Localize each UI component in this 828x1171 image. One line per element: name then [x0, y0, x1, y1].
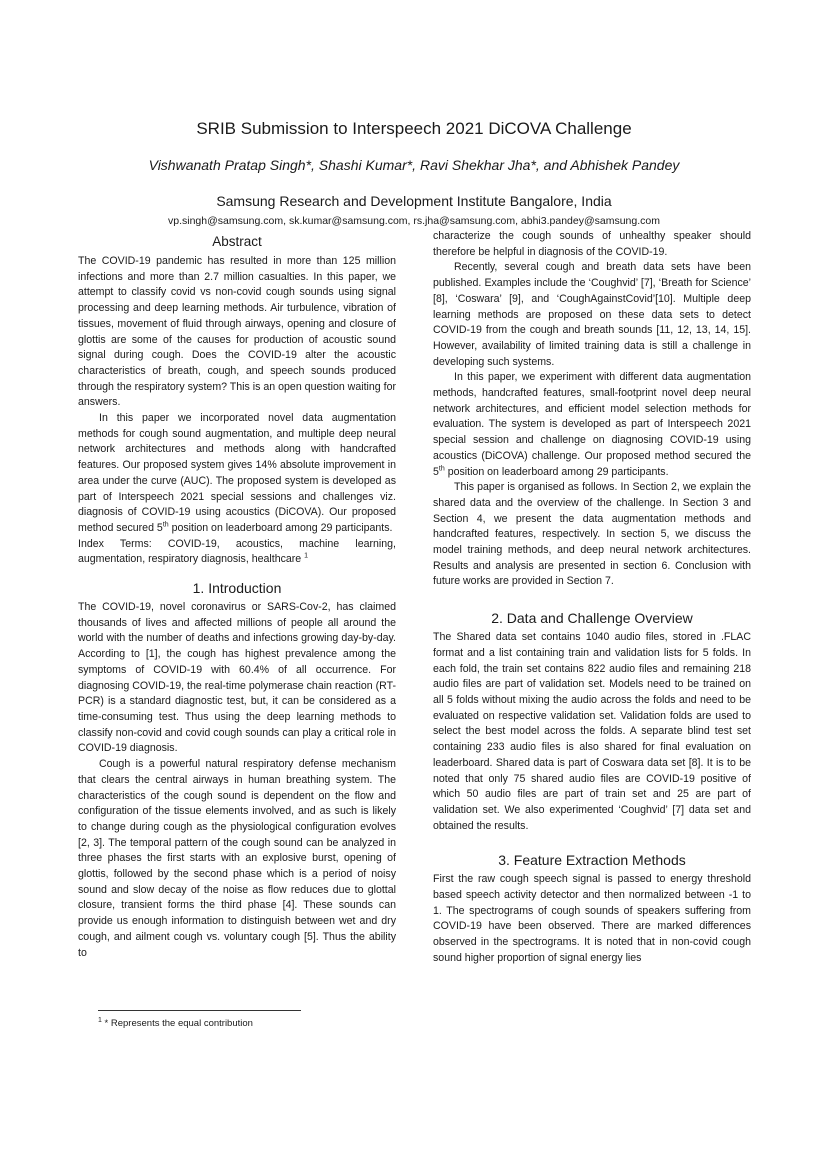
abstract-heading: Abstract: [212, 234, 262, 249]
intro-paragraph-6: This paper is organised as follows. In Section 2, we explain the shared data and the overview of the challenge. In Section 3 and Section 4, we present the data augmentation methods and handcrafted features, respectively. In section 5, we discuss the model training methods, and deep neural network architectures. Results and analysis are presented in section 6. Conclusion with future works are provided in Section 7.: [433, 481, 751, 588]
affiliation: Samsung Research and Development Institute Bangalore, India: [216, 193, 612, 209]
index-terms-text: Index Terms: COVID-19, acoustics, machine learning, augmentation, respiratory diagnosis, healthcare: [78, 537, 396, 566]
footnote-text: * Represents the equal contribution: [101, 1018, 253, 1029]
abstract-p2-text: In this paper we incorporated novel data augmentation methods for cough sound augmentation, and multiple deep neural network architectures and methods along with handcrafted features. Our proposed system gives 14% absolute improvement in area under the curve (AUC). The proposed system is developed as part of Interspeech 2021 special sessions and challenges viz. diagnosis of COVID-19 using acoustics (DiCOVA). Our proposed method secured 5: [78, 412, 396, 534]
intro-p5-tail: position on leaderboard among 29 participants.: [444, 465, 669, 478]
footnote-number: 1: [98, 1016, 102, 1024]
section-2-paragraph: The Shared data set contains 1040 audio files, stored in .FLAC format and a list containing train and validation lists for 5 folds. In each fold, the train set contains 822 audio files and remaining 218 audio files are part of validation set. Models need to be trained on all 5 folds without mixing the audio across the folds and need to be evaluated on respective validation set. Validation folds are used to select the best model across the folds. A separate blind test set containing 233 audio files is also shared for final evaluation on leaderboard. Shared data is part of Coswara data set [8]. It is to be noted that only 75 shared audio files are COVID-19 positive of which 50 audio files are part of train set and 25 are part of validation set. We also experimented ‘Coughvid’ [7] data set and obtained the results.: [433, 631, 751, 832]
intro-paragraph-1: The COVID-19, novel coronavirus or SARS-Cov-2, has claimed thousands of lives and affected millions of people all around the world with the number of deaths and infections growing day-by-day. According to [1], the cough has highest prevalence among the symptoms of COVID-19 with 60.4% of all occurrence. For diagnosing COVID-19, the real-time polymerase chain reaction (RT-PCR) is a standard diagnostic test, but, it can be considered as a time-consuming test. Thus using the deep learning methods to classify non-covid and covid cough sounds can play a critical role in COVID-19 diagnosis.: [78, 601, 396, 755]
ordinal-suffix: th: [162, 521, 169, 529]
intro-paragraph-4: Recently, several cough and breath data sets have been published. Examples include the ‘Coughvid’ [7], ‘Breath for Science’ [8], ‘Coswara’ [9], and ‘CoughAgainstCovid’[10]. Multiple deep learning methods are proposed on these data sets to detect COVID-19 from the cough and breath sounds [11, 12, 13, 14, 15]. However, availability of limited training data is still a challenge in developing such systems.: [433, 261, 751, 368]
intro-paragraph-5: [433, 370, 751, 480]
footnote: [98, 1018, 253, 1029]
author-list: Vishwanath Pratap Singh*, Shashi Kumar*, Ravi Shekhar Jha*, and Abhishek Pandey: [148, 157, 680, 173]
section-2-heading: 2. Data and Challenge Overview: [491, 610, 693, 627]
abstract-p2-tail: position on leaderboard among 29 participants.: [168, 521, 393, 534]
section-3-paragraph: First the raw cough speech signal is passed to energy threshold based speech activity detector and then normalized between -1 to 1. The spectrograms of cough sounds of speakers suffering from COVID-19 have been observed. There are marked differences observed in the spectrograms. It is noted that in non-covid cough sound higher proportion of signal energy lies: [433, 873, 751, 964]
index-terms: [78, 537, 396, 568]
abstract-paragraph-2: [78, 411, 396, 537]
section-3-heading: 3. Feature Extraction Methods: [498, 852, 686, 869]
intro-paragraph-2: Cough is a powerful natural respiratory defense mechanism that clears the central airways in human breathing system. The characteristics of the cough sound is dependent on the flow and configuration of the tissue elements involved, and as such is likely to change during cough as the physiological configuration evolves [2, 3]. The temporal pattern of the cough sound can be analyzed in three phases the first starts with an explosive burst, opening of glottis, followed by the second phase which is a period of noisy sound and slow decay of the noise as flow reduces due to glottal closure, transient forms the third phase [4]. These sounds can provide us enough information to distinguish between wet and dry cough, and ailment cough vs. voluntary cough [5]. Thus the ability to: [78, 758, 396, 959]
paper-title: SRIB Submission to Interspeech 2021 DiCOVA Challenge: [196, 119, 632, 138]
author-emails: vp.singh@samsung.com, sk.kumar@samsung.com, rs.jha@samsung.com, abhi3.pandey@samsung.com: [167, 215, 660, 227]
abstract-paragraph-1: The COVID-19 pandemic has resulted in more than 125 million infections and more than 2.7 million casualties. In this paper, we attempt to classify covid vs non-covid cough sounds using signal processing and deep learning methods. Air turbulence, vibration of tissues, movement of fluid through airways, opening and closure of glottis are some of the causes for production of acoustic sound signal during cough. Does the COVID-19 alter the acoustic characteristics of breath, cough, and speech sounds produced through the respiratory system? This is an open question waiting for answers.: [78, 255, 396, 409]
footnote-mark: 1: [304, 552, 309, 560]
intro-p5-text: In this paper, we experiment with different data augmentation methods, handcrafted features, small-footprint novel deep neural network architectures, and efficient model selection methods for evaluation. The system is developed as part of Interspeech 2021 special session and challenge on diagnosing COVID-19 using acoustics (DiCOVA) challenge. Our proposed method secured the 5: [433, 371, 751, 478]
footnote-divider: [98, 1010, 301, 1011]
intro-paragraph-3: characterize the cough sounds of unhealthy speaker should therefore be helpful in diagnosis of the COVID-19.: [433, 230, 751, 258]
left-column: [78, 232, 396, 961]
right-column: [433, 229, 751, 967]
intro-heading: 1. Introduction: [192, 580, 282, 597]
ordinal-suffix: th: [438, 465, 445, 473]
